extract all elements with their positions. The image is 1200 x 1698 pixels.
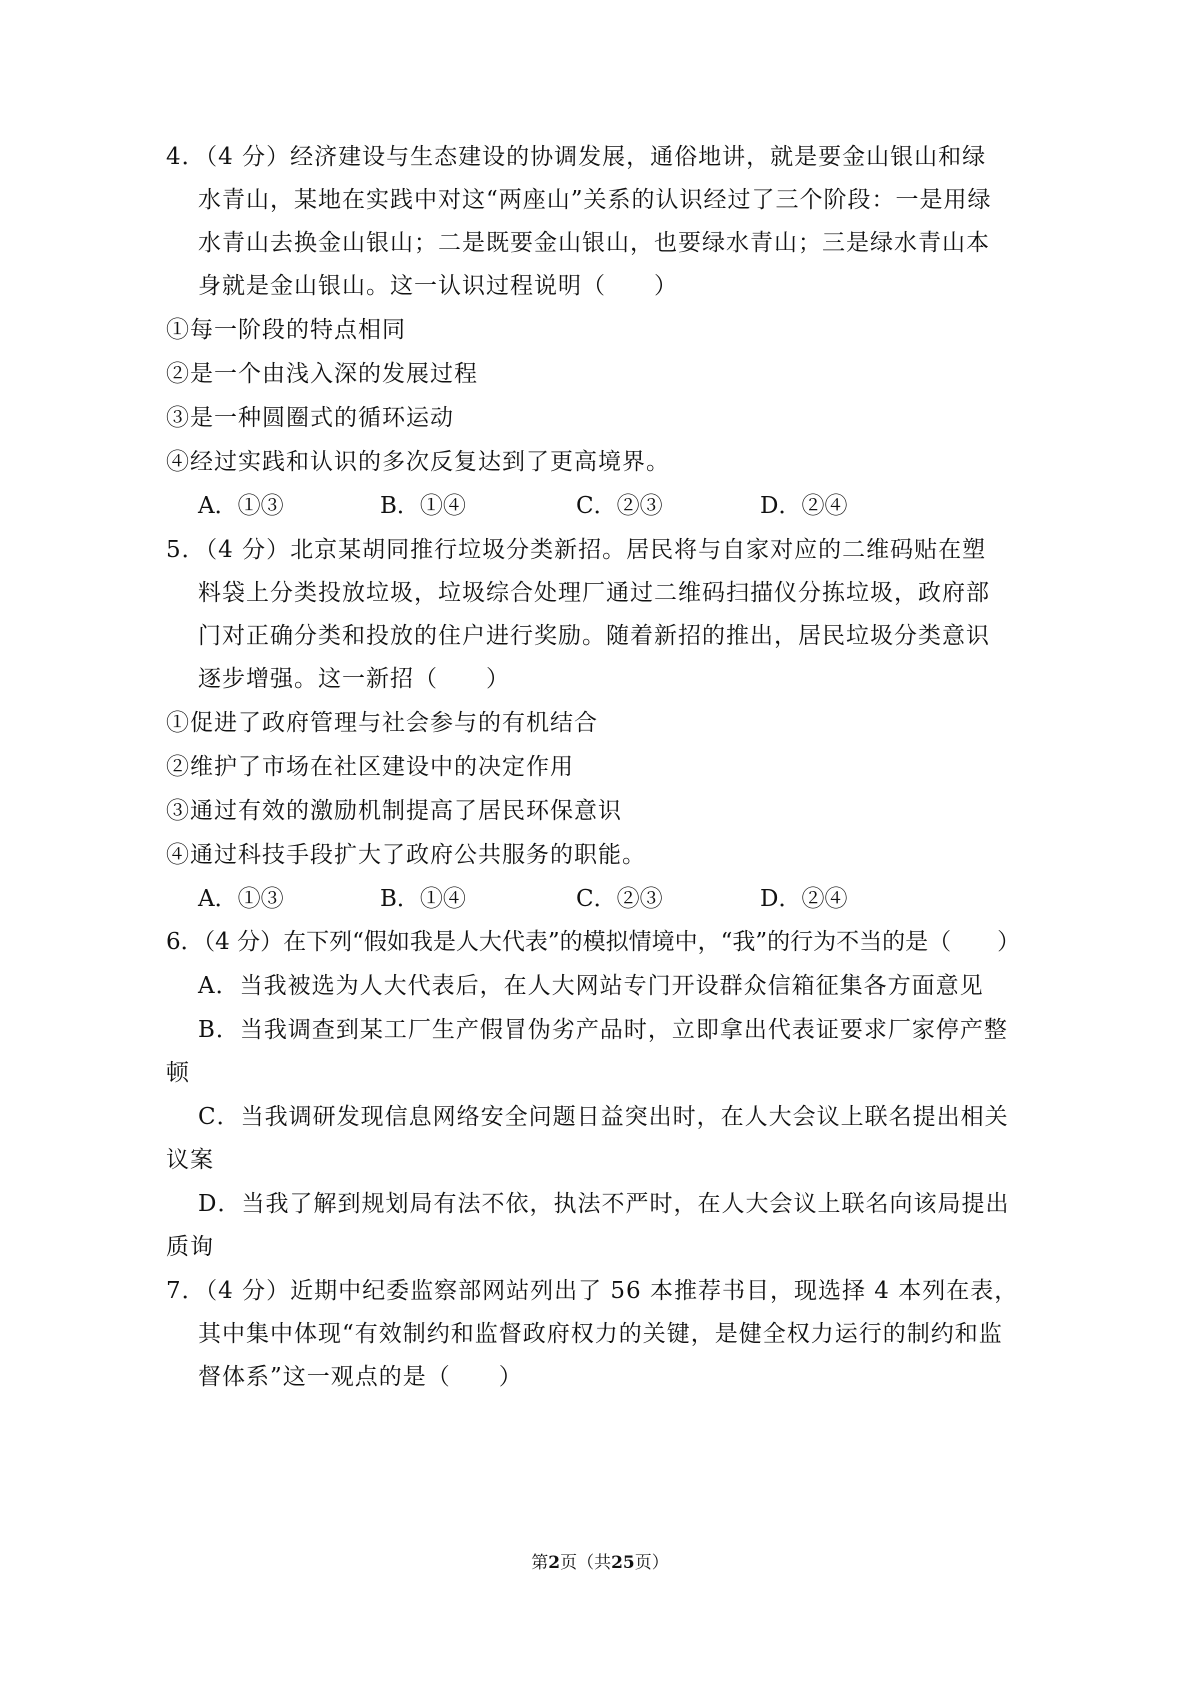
q6-stem: 6．（4 分）在下列“假如我是人大代表”的模拟情境中，“我”的行为不当的是（ ）	[166, 929, 1021, 955]
q5-option-b: B．①④	[380, 886, 466, 912]
footer-page-number: 2	[548, 1553, 561, 1573]
q5-item-3: ③通过有效的激励机制提高了居民环保意识	[166, 798, 622, 824]
q4-item-2: ②是一个由浅入深的发展过程	[166, 361, 478, 387]
q4-stem-line-2: 水青山，某地在实践中对这“两座山”关系的认识经过了三个阶段：一是用绿	[198, 187, 992, 213]
q4-stem-line-4: 身就是金山银山。这一认识过程说明（ ）	[198, 273, 678, 299]
q5-option-a: A．①③	[198, 886, 284, 912]
q5-option-d: D．②④	[760, 886, 848, 912]
q6-choice-c-line-2: 议案	[166, 1147, 214, 1173]
q7-stem-line-2: 其中集中体现“有效制约和监督政府权力的关键，是健全权力运行的制约和监	[198, 1321, 1003, 1347]
q4-item-1: ①每一阶段的特点相同	[166, 317, 406, 343]
q4-option-d: D．②④	[760, 493, 848, 519]
page-footer	[0, 1551, 1200, 1575]
footer-prefix: 第	[531, 1553, 549, 1573]
footer-total-pages: 25	[611, 1553, 635, 1573]
q4-stem-line-1: 4．（4 分）经济建设与生态建设的协调发展，通俗地讲，就是要金山银山和绿	[166, 144, 987, 170]
q5-stem-line-1: 5．（4 分）北京某胡同推行垃圾分类新招。居民将与自家对应的二维码贴在塑	[166, 537, 987, 563]
q5-item-2: ②维护了市场在社区建设中的决定作用	[166, 754, 574, 780]
q5-option-c: C．②③	[576, 886, 663, 912]
q6-choice-b-line-1: B．当我调查到某工厂生产假冒伪劣产品时，立即拿出代表证要求厂家停产整	[198, 1017, 1008, 1043]
q6-choice-a: A．当我被选为人大代表后，在人大网站专门开设群众信箱征集各方面意见	[198, 973, 984, 999]
q4-item-3: ③是一种圆圈式的循环运动	[166, 405, 454, 431]
q4-item-4: ④经过实践和认识的多次反复达到了更高境界。	[166, 449, 670, 475]
q7-stem-line-3: 督体系”这一观点的是（ ）	[198, 1364, 523, 1390]
footer-middle: 页（共	[560, 1553, 612, 1573]
q5-item-4: ④通过科技手段扩大了政府公共服务的职能。	[166, 842, 646, 868]
q6-choice-b-line-2: 顿	[166, 1060, 190, 1086]
q7-stem-line-1: 7．（4 分）近期中纪委监察部网站列出了 56 本推荐书目，现选择 4 本列在表，	[166, 1278, 1019, 1304]
q5-stem-line-4: 逐步增强。这一新招（ ）	[198, 666, 510, 692]
q4-option-a: A．①③	[198, 493, 284, 519]
q4-stem-line-3: 水青山去换金山银山；二是既要金山银山，也要绿水青山；三是绿水青山本	[198, 230, 990, 256]
footer-suffix: 页）	[634, 1553, 669, 1573]
q5-stem-line-3: 门对正确分类和投放的住户进行奖励。随着新招的推出，居民垃圾分类意识	[198, 623, 990, 649]
q5-stem-line-2: 料袋上分类投放垃圾，垃圾综合处理厂通过二维码扫描仪分拣垃圾，政府部	[198, 580, 990, 606]
q5-item-1: ①促进了政府管理与社会参与的有机结合	[166, 710, 598, 736]
q6-choice-c-line-1: C．当我调研发现信息网络安全问题日益突出时，在人大会议上联名提出相关	[198, 1104, 1009, 1130]
q6-choice-d-line-2: 质询	[166, 1234, 214, 1260]
q4-option-c: C．②③	[576, 493, 663, 519]
q4-option-b: B．①④	[380, 493, 466, 519]
q6-choice-d-line-1: D．当我了解到规划局有法不依，执法不严时，在人大会议上联名向该局提出	[198, 1191, 1010, 1217]
